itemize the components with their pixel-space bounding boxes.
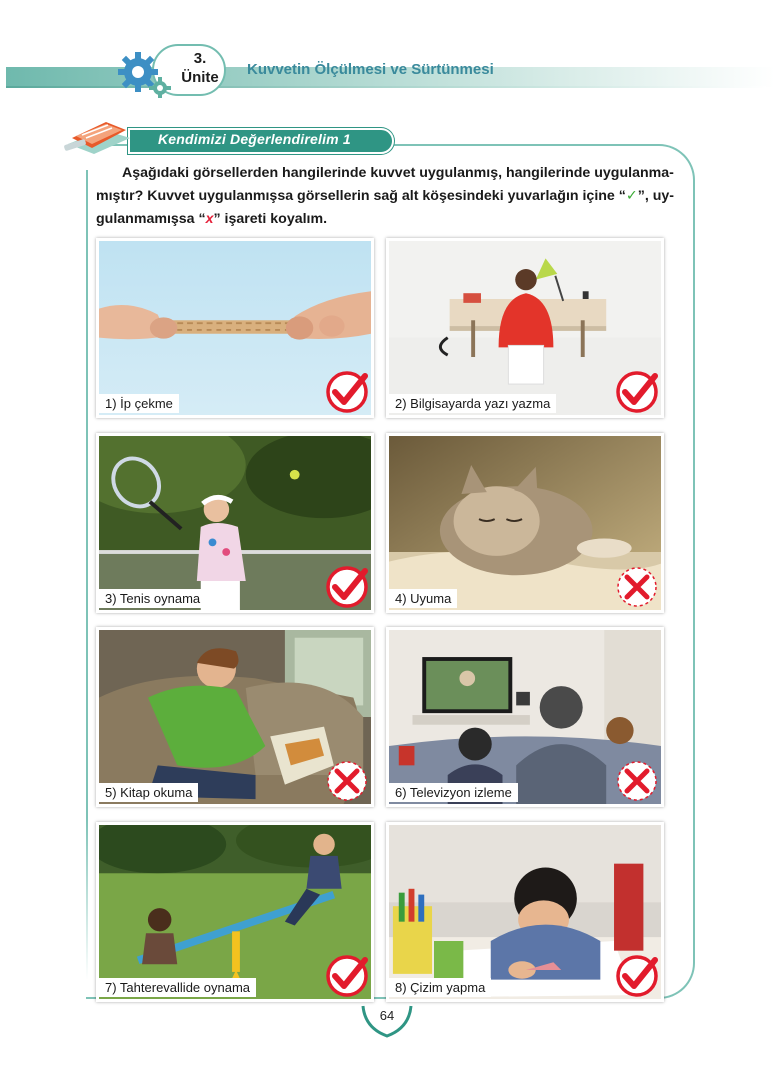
caption: 5) Kitap okuma: [99, 783, 198, 802]
photo-card-rope-pulling: [96, 238, 374, 418]
cross-mark-icon[interactable]: [615, 759, 659, 803]
caption: 8) Çizim yapma: [389, 978, 491, 997]
unit-number: 3.: [193, 50, 207, 67]
instruction-line-3b: ” işareti koyalım.: [213, 211, 328, 227]
cross-symbol: x: [205, 211, 214, 227]
unit-word: Ünite: [181, 69, 219, 86]
photo-card-tv-watching: [386, 627, 664, 807]
chapter-title: Kuvvetin Ölçülmesi ve Sürtünmesi: [247, 61, 494, 78]
book-icon: [64, 116, 134, 156]
caption: 6) Televizyon izleme: [389, 783, 518, 802]
instruction-text: [96, 162, 686, 231]
instruction-line-2b: ”, uy-: [637, 188, 675, 204]
section-label: Kendimizi Değerlendirelim 1: [158, 131, 351, 147]
check-mark-icon[interactable]: [615, 370, 659, 414]
photo-card-seesaw: [96, 822, 374, 1002]
caption: 2) Bilgisayarda yazı yazma: [389, 394, 556, 413]
photo-card-tennis: [96, 433, 374, 613]
check-mark-icon[interactable]: [325, 565, 369, 609]
photo-card-drawing: [386, 822, 664, 1002]
check-mark-icon[interactable]: [615, 954, 659, 998]
caption: 7) Tahterevallide oynama: [99, 978, 256, 997]
check-symbol: ✓: [625, 188, 638, 204]
instruction-line-1: Aşağıdaki görsellerden hangilerinde kuvvet uygulanmış, hangilerinde uygulanma-: [122, 165, 674, 181]
caption: 1) İp çekme: [99, 394, 179, 413]
instruction-line-3a: gulanmamışsa “: [96, 211, 206, 227]
unit-badge: [112, 40, 230, 100]
gear-icon: [114, 46, 174, 98]
instruction-line-2a: mıştır? Kuvvet uygulanmışsa görsellerin sağ alt köşesindeki yuvarlağın içine “: [96, 188, 626, 204]
photo-card-computer-typing: [386, 238, 664, 418]
section-frame-left: [86, 170, 88, 980]
check-mark-icon[interactable]: [325, 370, 369, 414]
caption: 3) Tenis oynama: [99, 589, 206, 608]
photo-card-reading: [96, 627, 374, 807]
check-mark-icon[interactable]: [325, 954, 369, 998]
caption: 4) Uyuma: [389, 589, 457, 608]
unit-label: [172, 49, 228, 87]
photo-card-sleeping: [386, 433, 664, 613]
cross-mark-icon[interactable]: [325, 759, 369, 803]
cross-mark-icon[interactable]: [615, 565, 659, 609]
page-number: 64: [379, 1008, 395, 1023]
